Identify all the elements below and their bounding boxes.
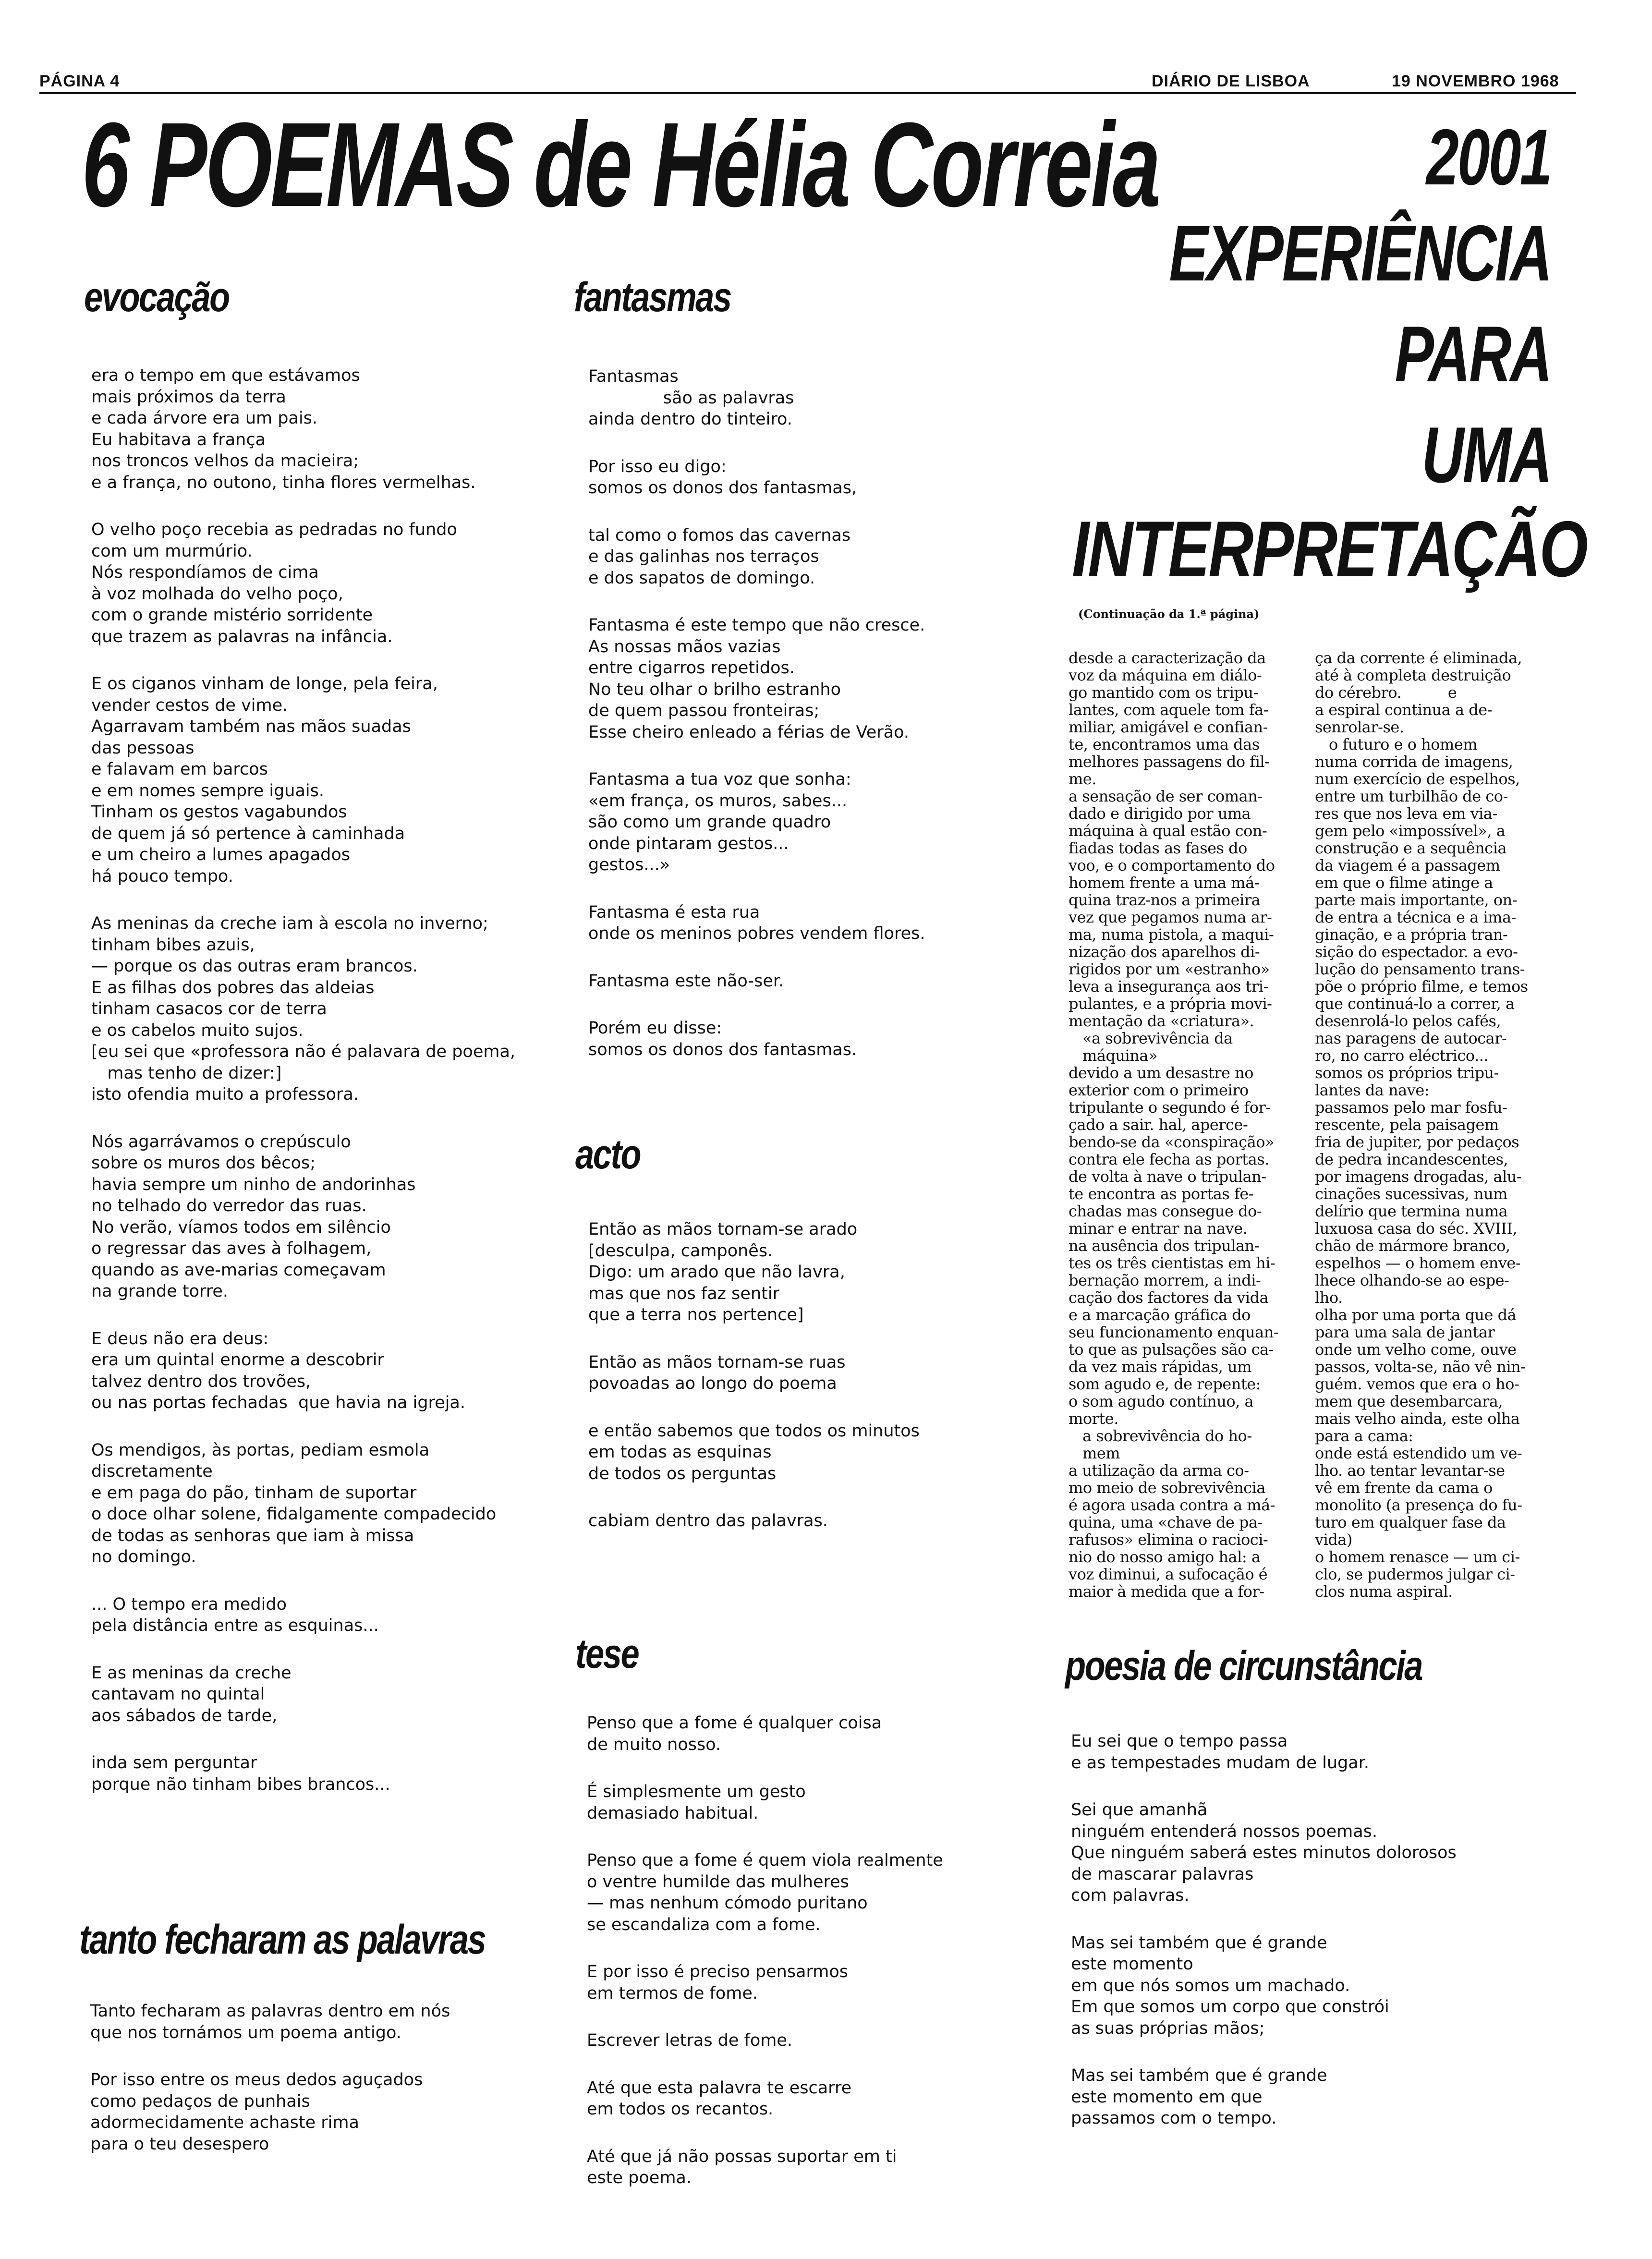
poem-stanza <box>587 1712 943 1755</box>
poem-line: cabiam dentro das palavras. <box>588 1511 828 1530</box>
poem-line: se escandaliza com a fome. <box>587 1915 821 1934</box>
poem-line: que nos tornámos um poema antigo. <box>90 2023 401 2042</box>
article-line: máquina» <box>1069 1046 1158 1065</box>
poem-line: de muito nosso. <box>587 1735 721 1754</box>
poem-line: Penso que a fome é qualquer coisa <box>587 1713 882 1733</box>
article-line: nização dos aparelhos di- <box>1069 943 1260 961</box>
article-line: cinações sucessivas, num <box>1315 1185 1508 1203</box>
poem-line: discretamente <box>91 1462 213 1481</box>
poem-line: cantavam no quintal <box>91 1685 265 1704</box>
poem-line: E por isso é preciso pensarmos <box>587 1962 849 1981</box>
poem-line: inda sem perguntar <box>91 1753 257 1773</box>
poem-line: Fantasma é esta rua <box>588 902 760 922</box>
poem-line: passamos com o tempo. <box>1071 2109 1277 2128</box>
article-line: que continuá-lo a correr, a <box>1315 995 1515 1013</box>
poem-stanza <box>1071 2065 1457 2129</box>
article-line: num exercício de espelhos, <box>1315 770 1520 788</box>
poem-line: somos os donos dos fantasmas. <box>588 1040 857 1059</box>
poem-stanza <box>587 2030 943 2052</box>
article-headline-line: PARA <box>1395 310 1551 398</box>
poem-line: com o grande mistério sorridente <box>91 606 373 625</box>
article-line: homem frente a uma má- <box>1069 874 1260 892</box>
poem-line: E as filhas dos pobres das aldeias <box>91 978 375 997</box>
poem-line: Agarravam também nas mãos suadas <box>91 717 411 736</box>
article-line: vez que pegamos numa ar- <box>1069 908 1272 926</box>
poem-line: as suas próprias mãos; <box>1071 2018 1265 2038</box>
poem-line: [desculpa, camponês. <box>588 1241 773 1261</box>
poem-stanza <box>90 2069 450 2155</box>
poem-line: em todos os recantos. <box>587 2100 774 2119</box>
poem-line: Mas sei também que é grande <box>1071 2066 1327 2085</box>
poem-line: Tinham os gestos vagabundos <box>91 802 347 822</box>
poem-line: somos os donos dos fantasmas, <box>588 478 857 498</box>
article-line: entre um turbilhão de co- <box>1315 787 1508 805</box>
article-line: leva a insegurança aos tri- <box>1069 977 1268 996</box>
poem-stanza <box>91 365 515 493</box>
issue-date: 19 NOVEMBRO 1968 <box>1392 72 1559 90</box>
poem-line: pela distância entre as esquinas... <box>91 1616 379 1635</box>
article-line: me. <box>1069 770 1096 788</box>
poem-line: vender cestos de vime. <box>91 695 288 715</box>
poem-line: e as tempestades mudam de lugar. <box>1071 1753 1369 1773</box>
poem-stanza <box>587 2077 943 2120</box>
article-headline-interpretacao: INTERPRETAÇÃO <box>1072 505 1587 593</box>
poem-line: nos troncos velhos da macieira; <box>91 451 359 471</box>
poem-stanza <box>91 913 515 1105</box>
poem-stanza <box>588 971 925 992</box>
poem-line: em que nós somos um machado. <box>1071 1976 1350 1995</box>
poem-line: com palavras. <box>1071 1886 1190 1905</box>
article-line: «a sobrevivência da <box>1069 1029 1233 1047</box>
poem-line: Fantasmas <box>588 367 679 386</box>
poem-line: que a terra nos pertence] <box>588 1305 804 1324</box>
poem-line: mas tenho de dizer:] <box>91 1063 282 1083</box>
poem-line: Fantasma este não-ser. <box>588 971 784 991</box>
poem-line: e dos sapatos de domingo. <box>588 568 815 588</box>
article-line: vida) <box>1315 1530 1352 1549</box>
poem-stanza <box>588 1510 920 1532</box>
poem-line: No verão, víamos todos em silêncio <box>91 1217 391 1237</box>
article-line: mo meio de sobrevivência <box>1069 1479 1265 1497</box>
article-line: o futuro e o homem <box>1315 735 1478 753</box>
article-line: por imagens drogadas, alu- <box>1315 1167 1522 1186</box>
poem-line: Eu sei que o tempo passa <box>1071 1732 1288 1751</box>
poem-title-tanto: tanto fecharam as palavras <box>79 1917 486 1963</box>
article-line: o som agudo contínuo, a <box>1069 1392 1254 1410</box>
article-line: lantes da nave: <box>1315 1081 1430 1099</box>
article-line: parte mais importante, on- <box>1315 891 1518 909</box>
poem-line: das pessoas <box>91 738 194 758</box>
article-line: onde está estendido um ve- <box>1315 1444 1522 1462</box>
poem-body-evocacao <box>91 365 515 1821</box>
article-line: vê em frente da cama o <box>1315 1479 1493 1497</box>
article-headline <box>1035 111 1551 505</box>
poem-line: E as meninas da creche <box>91 1663 292 1683</box>
article-line: lantes, com aquele tom fa- <box>1069 701 1269 719</box>
article-line: sição do espectador. a evo- <box>1315 943 1518 961</box>
article-line: gem pelo «impossível», a <box>1315 822 1506 840</box>
poem-line: sobre os muros dos bêcos; <box>91 1154 316 1173</box>
poem-stanza <box>588 366 925 430</box>
article-line: exterior com o primeiro <box>1069 1081 1249 1099</box>
poem-line: — mas nenhum cómodo puritano <box>587 1894 868 1913</box>
poem-line: Escrever letras de fome. <box>587 2031 793 2050</box>
article-line: rescente, pela paisagem <box>1315 1116 1499 1134</box>
poem-line: ... O tempo era medido <box>91 1594 287 1614</box>
poem-stanza <box>91 1440 515 1568</box>
article-line: mem que desembarcara, <box>1315 1392 1503 1410</box>
poem-line: Por isso entre os meus dedos aguçados <box>90 2070 423 2089</box>
article-line: çado a sair. hal, aperce- <box>1069 1116 1248 1134</box>
poem-line: demasiado habitual. <box>587 1803 759 1823</box>
poem-stanza <box>1071 1731 1457 1773</box>
article-line: pulantes, e a própria movi- <box>1069 995 1272 1013</box>
poem-line: de quem passou fronteiras; <box>588 701 820 720</box>
poem-line: o doce olhar solene, fidalgamente compadecido <box>91 1505 497 1524</box>
poem-stanza <box>1071 1932 1457 2040</box>
poem-line: e das galinhas nos terraços <box>588 547 819 566</box>
poem-line: Porém eu disse: <box>588 1019 722 1038</box>
article-line: lho. <box>1315 1288 1343 1307</box>
poem-line: E os ciganos vinham de longe, pela feira, <box>91 674 438 693</box>
poem-line: o regressar das aves à folhagem, <box>91 1239 372 1258</box>
poem-title-tese: tese <box>575 1631 639 1677</box>
poem-line: de todas as senhoras que iam à missa <box>91 1526 414 1545</box>
article-line: cação dos factores da vida <box>1069 1288 1269 1307</box>
poem-line: como pedaços de punhais <box>90 2091 310 2111</box>
article-line: chão de mármore branco, <box>1315 1237 1510 1255</box>
poem-body-tese <box>587 1712 943 2215</box>
poem-line: porque não tinham bibes brancos... <box>91 1774 390 1794</box>
article-line: tripulante o segundo é for- <box>1069 1098 1271 1117</box>
poem-line: gestos...» <box>588 855 670 874</box>
article-line: de pedra incandescentes, <box>1315 1150 1508 1168</box>
article-line: te, encontramos uma das <box>1069 735 1260 753</box>
poem-line: Penso que a fome é quem viola realmente <box>587 1851 943 1870</box>
poem-stanza <box>587 1850 943 1935</box>
article-line: quina traz-nos a primeira <box>1069 891 1261 909</box>
article-line: clos numa aspiral. <box>1315 1582 1453 1601</box>
poem-line: que trazem as palavras na infância. <box>91 627 393 646</box>
poem-stanza <box>1071 1799 1457 1907</box>
article-line: espelhos — o homem enve- <box>1315 1254 1521 1272</box>
poem-line: e em nomes sempre iguais. <box>91 781 325 801</box>
poem-line: Nós agarrávamos o crepúsculo <box>91 1132 351 1152</box>
poem-line: e um cheiro a lumes apagados <box>91 845 351 864</box>
poem-line: com um murmúrio. <box>91 541 253 561</box>
poem-line: ninguém entenderá nossos poemas. <box>1071 1822 1378 1841</box>
article-line: fria de jupiter, por pedaços <box>1315 1133 1519 1151</box>
poem-line: este poema. <box>587 2168 692 2187</box>
article-line: bernação morrem, a indi- <box>1069 1271 1261 1289</box>
article-line: quina, uma «chave de pa- <box>1069 1513 1263 1531</box>
poem-line: isto ofendia muito a professora. <box>91 1085 359 1104</box>
article-line: lução do pensamento trans- <box>1315 960 1525 978</box>
poem-stanza <box>588 769 925 876</box>
article-line: da vez mais rápidas, um <box>1069 1358 1251 1376</box>
poem-line: onde os meninos pobres vendem flores. <box>588 924 925 943</box>
poem-line: onde pintaram gestos... <box>588 834 789 853</box>
article-line: ro, no carro eléctrico... <box>1315 1046 1489 1065</box>
poem-line: «em frança, os muros, sabes... <box>588 791 848 811</box>
poem-stanza <box>91 1663 515 1727</box>
poem-line: Até que já não possas suportar em ti <box>587 2147 897 2166</box>
poem-line: de quem já só pertence à caminhada <box>91 824 405 843</box>
article-line: delírio que termina numa <box>1315 1202 1508 1220</box>
poem-line: Tanto fecharam as palavras dentro em nós <box>90 2002 450 2021</box>
poem-stanza <box>91 1328 515 1414</box>
poem-body-tanto <box>90 2001 450 2181</box>
poem-line: à voz molhada do velho poço, <box>91 584 343 604</box>
poem-line: adormecidamente achaste rima <box>90 2113 359 2132</box>
article-line: a sobrevivência do ho- <box>1069 1427 1252 1445</box>
poem-stanza <box>588 902 925 945</box>
article-line: lhece olhando-se ao espe- <box>1315 1271 1509 1289</box>
article-line: luxuosa casa do séc. XVIII, <box>1315 1219 1518 1238</box>
poem-stanza <box>587 1781 943 1824</box>
article-line: do cérebro. e <box>1315 683 1457 702</box>
article-line: tes os três cientistas em hi- <box>1069 1254 1275 1272</box>
poem-line: É simplesmente um gesto <box>587 1782 806 1801</box>
article-line: para a cama: <box>1315 1427 1413 1445</box>
article-line: miliar, amigável e confian- <box>1069 718 1268 736</box>
poem-line: mas que nos faz sentir <box>588 1284 779 1303</box>
poem-line: Digo: um arado que não lavra, <box>588 1263 845 1282</box>
article-line: rafusos» elimina o racioci- <box>1069 1530 1268 1549</box>
article-line: de volta à nave o tripulan- <box>1069 1167 1266 1186</box>
poem-body-circunstancia <box>1071 1731 1457 2155</box>
article-line: até à completa destruição <box>1315 666 1511 684</box>
article-line: lho. ao tentar levantar-se <box>1315 1461 1505 1480</box>
article-line: de entra a técnica e a ima- <box>1315 908 1516 926</box>
poem-line: e a frança, no outono, tinha flores vermelhas. <box>91 473 476 492</box>
poem-body-acto <box>588 1219 920 1558</box>
article-line: é agora usada contra a má- <box>1069 1496 1275 1514</box>
poem-line: em termos de fome. <box>587 1983 758 2003</box>
article-line: devido a um desastre no <box>1069 1064 1254 1082</box>
poem-line: este momento <box>1071 1955 1193 1974</box>
article-line: bendo-se da «conspiração» <box>1069 1133 1275 1151</box>
poem-title-acto: acto <box>575 1131 641 1178</box>
article-line: para uma sala de jantar <box>1315 1323 1495 1341</box>
poem-line: E deus não era deus: <box>91 1329 269 1348</box>
article-line: a espiral continua a de- <box>1315 701 1492 719</box>
article-line: rigidos por um «estranho» <box>1069 960 1270 978</box>
article-line: to que as pulsações são ca- <box>1069 1340 1274 1359</box>
poem-line: no domingo. <box>91 1547 196 1567</box>
article-line: melhores passagens do fil- <box>1069 753 1270 771</box>
header-rule <box>39 92 1576 94</box>
article-line: nio do nosso amigo hal: a <box>1069 1548 1261 1566</box>
article-line: te encontra as portas fe- <box>1069 1185 1254 1203</box>
article-line: passos, volta-se, não vê nin- <box>1315 1358 1526 1376</box>
poem-line: Fantasma é este tempo que não cresce. <box>588 616 925 635</box>
poem-title-fantasmas: fantasmas <box>574 274 731 320</box>
article-continuation: (Continuação da 1.ª página) <box>1078 607 1260 621</box>
article-line: minar e entrar na nave. <box>1069 1219 1248 1238</box>
poem-line: no telhado do verredor das ruas. <box>91 1196 367 1215</box>
article-line: onde um velho come, ouve <box>1315 1340 1517 1359</box>
poem-line: Sei que amanhã <box>1071 1800 1208 1820</box>
article-line: ma, numa pistola, a maqui- <box>1069 925 1274 944</box>
poem-line: em todas as esquinas <box>588 1443 772 1462</box>
poem-line: Então as mãos tornam-se arado <box>588 1220 858 1239</box>
poem-line: e em paga do pão, tinham de suportar <box>91 1483 417 1503</box>
article-line: seu funcionamento enquan- <box>1069 1323 1279 1341</box>
article-line: res que nos leva em via- <box>1315 804 1497 823</box>
article-line: em que o filme atinge a <box>1315 874 1493 892</box>
poem-line: Os mendigos, às portas, pediam esmola <box>91 1440 430 1460</box>
article-line: voz diminui, a sufocação é <box>1069 1565 1268 1583</box>
poem-stanza <box>588 456 925 499</box>
poem-line: Por isso eu digo: <box>588 457 727 476</box>
article-line: desenrolá-lo pelos cafés, <box>1315 1012 1501 1030</box>
newspaper-name: DIÁRIO DE LISBOA <box>1152 72 1310 90</box>
article-column-1 <box>1069 649 1278 1600</box>
poem-line: para o teu desespero <box>90 2134 269 2154</box>
poem-line: Então as mãos tornam-se ruas <box>588 1352 846 1372</box>
poem-line: são as palavras <box>588 388 794 408</box>
poem-line: Mas sei também que é grande <box>1071 1933 1327 1953</box>
article-headline-line: UMA <box>1421 411 1551 499</box>
poem-stanza <box>588 1352 920 1395</box>
article-line: voo, e o comportamento do <box>1069 856 1275 874</box>
poem-line: talvez dentro dos trovões, <box>91 1372 311 1391</box>
poem-line: o ventre humilde das mulheres <box>587 1872 849 1892</box>
poem-stanza <box>91 1131 515 1302</box>
poem-line: tal como o fomos das cavernas <box>588 525 851 545</box>
poem-line: e falavam em barcos <box>91 760 268 779</box>
poem-line: de todos os perguntas <box>588 1464 777 1483</box>
article-line: a sensação de ser coman- <box>1069 787 1263 805</box>
article-line: contra ele fecha as portas. <box>1069 1150 1269 1168</box>
poem-title-circunstancia: poesia de circunstância <box>1065 1643 1422 1689</box>
article-line: chadas mas consegue do- <box>1069 1202 1262 1220</box>
poem-line: O velho poço recebia as pedradas no fundo <box>91 520 457 539</box>
poem-line: entre cigarros repetidos. <box>588 658 795 678</box>
poem-line: de mascarar palavras <box>1071 1864 1254 1884</box>
poem-line: tinham casacos cor de terra <box>91 999 327 1019</box>
poem-line: — porque os das outras eram brancos. <box>91 957 418 976</box>
article-column-2 <box>1315 649 1528 1600</box>
poem-line: na grande torre. <box>91 1282 229 1301</box>
poem-stanza <box>588 525 925 589</box>
article-line: põe o próprio filme, e temos <box>1315 977 1528 996</box>
poem-line: e os cabelos muito sujos. <box>91 1020 304 1040</box>
article-line: passamos pelo mar fosfu- <box>1315 1098 1507 1117</box>
article-line: desde a caracterização da <box>1069 649 1266 667</box>
poem-line: No teu olhar o brilho estranho <box>588 680 841 699</box>
article-line: nas paragens de autocar- <box>1315 1029 1507 1047</box>
article-line: o homem renasce — um ci- <box>1315 1548 1520 1566</box>
poem-stanza <box>588 1421 920 1485</box>
poem-line: há pouco tempo. <box>91 866 233 886</box>
poem-line: As meninas da creche iam à escola no inverno; <box>91 914 488 933</box>
article-line: construção e a sequência <box>1315 839 1507 857</box>
article-line: go mantido com os tripu- <box>1069 683 1258 702</box>
poem-line: tinham bibes azuis, <box>91 935 255 955</box>
article-line: maior à medida que a for- <box>1069 1582 1264 1601</box>
poem-line: Que ninguém saberá estes minutos dolorosos <box>1071 1843 1457 1862</box>
poem-line: e então sabemos que todos os minutos <box>588 1421 920 1441</box>
page-number: PÁGINA 4 <box>39 72 120 90</box>
poem-line: quando as ave-marias começavam <box>91 1260 386 1280</box>
article-line: morte. <box>1069 1409 1118 1428</box>
poem-line: Em que somos um corpo que constrói <box>1071 1997 1389 2016</box>
article-line: dado e dirigido por uma <box>1069 804 1251 823</box>
article-line: mais velho ainda, este olha <box>1315 1409 1520 1428</box>
poem-line: povoadas ao longo do poema <box>588 1374 837 1393</box>
poem-line: ou nas portas fechadas que havia na igreja. <box>91 1393 465 1412</box>
main-headline: 6 POEMAS de Hélia Correia <box>82 97 1159 231</box>
poem-line: ainda dentro do tinteiro. <box>588 410 792 429</box>
poem-line: havia sempre um ninho de andorinhas <box>91 1175 416 1194</box>
poem-stanza <box>91 1594 515 1637</box>
article-line: clo, se pudermos julgar ci- <box>1315 1565 1515 1583</box>
poem-stanza <box>588 615 925 743</box>
article-line: turo em qualquer fase da <box>1315 1513 1506 1531</box>
article-line: fiadas todas as fases do <box>1069 839 1247 857</box>
article-line: mentação da «criatura». <box>1069 1012 1254 1030</box>
poem-line: e cada árvore era um pais. <box>91 409 318 428</box>
article-line: numa corrida de imagens, <box>1315 753 1513 771</box>
poem-stanza <box>588 1018 925 1060</box>
article-line: senrolar-se. <box>1315 718 1404 736</box>
article-line: e a marcação gráfica do <box>1069 1306 1251 1324</box>
poem-title-evocacao: evocação <box>84 274 229 320</box>
poem-body-fantasmas <box>588 366 925 1086</box>
poem-line: aos sábados de tarde, <box>91 1706 278 1725</box>
article-line: voz da máquina em diálo- <box>1069 666 1262 684</box>
poem-stanza <box>90 2001 450 2043</box>
poem-line: era um quintal enorme a descobrir <box>91 1350 384 1370</box>
article-line: somos os próprios tripu- <box>1315 1064 1499 1082</box>
article-line: monolito (a presença do fu- <box>1315 1496 1522 1514</box>
poem-line: era o tempo em que estávamos <box>91 366 360 385</box>
poem-line: este momento em que <box>1071 2087 1263 2107</box>
poem-line: Fantasma a tua voz que sonha: <box>588 770 851 789</box>
article-headline-line: EXPERIÊNCIA <box>1169 209 1551 297</box>
article-line: guém. vemos que era o ho- <box>1315 1375 1519 1393</box>
article-line: a utilização da arma co- <box>1069 1461 1249 1480</box>
article-line: olha por uma porta que dá <box>1315 1306 1517 1324</box>
poem-stanza <box>587 1961 943 2004</box>
poem-stanza <box>91 1752 515 1795</box>
article-line: som agudo e, de repente: <box>1069 1375 1261 1393</box>
poem-line: As nossas mãos vazias <box>588 637 781 656</box>
poem-line: são como um grande quadro <box>588 813 831 832</box>
poem-line: Até que esta palavra te escarre <box>587 2078 852 2098</box>
article-line: ça da corrente é eliminada, <box>1315 649 1522 667</box>
poem-line: mais próximos da terra <box>91 387 286 407</box>
poem-line: Esse cheiro enleado a férias de Verão. <box>588 722 910 742</box>
article-line: mem <box>1069 1444 1120 1462</box>
article-line: da viagem é a passagem <box>1315 856 1500 874</box>
poem-stanza <box>588 1219 920 1326</box>
poem-line: Eu habitava a frança <box>91 430 266 449</box>
poem-line: [eu sei que «professora não é palavara de poema, <box>91 1042 516 1061</box>
poem-line: Nós respondíamos de cima <box>91 563 319 582</box>
poem-stanza <box>587 2146 943 2189</box>
article-line: na ausência dos tripulan- <box>1069 1237 1259 1255</box>
article-line: máquina à qual estão con- <box>1069 822 1267 840</box>
article-headline-line: 2001 <box>1426 113 1551 201</box>
poem-stanza <box>91 519 515 647</box>
article-line: ginação, e a própria tran- <box>1315 925 1508 944</box>
poem-stanza <box>91 673 515 887</box>
